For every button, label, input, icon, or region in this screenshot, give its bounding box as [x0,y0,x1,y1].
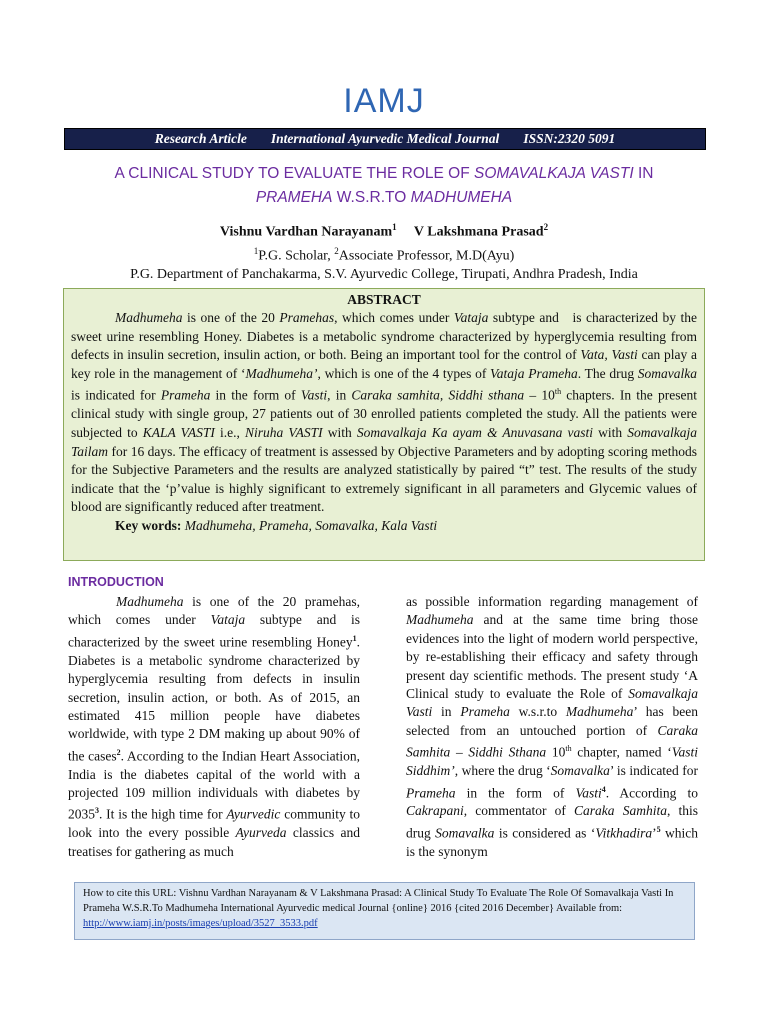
paper-title [64,162,704,210]
citation-link[interactable]: http://www.iamj.in/posts/images/upload/3527_3533.pdf [83,918,318,929]
journal-logo: IAMJ [343,82,425,120]
abstract-heading: ABSTRACT [347,292,421,307]
affiliation [64,242,704,266]
journal-banner [64,128,706,150]
title-part: A CLINICAL STUDY TO EVALUATE THE ROLE OF [114,165,474,182]
aff-sup: 1 [253,245,259,256]
department: P.G. Department of Panchakarma, S.V. Ayurvedic College, Tirupati, Andhra Pradesh, India [130,267,638,283]
keywords-list: Madhumeha, Prameha, Somavalka, Kala Vasti [184,518,438,534]
author-2: V Lakshmana Prasad [413,224,544,240]
issn: ISSN:2320 5091 [523,131,616,146]
title-part: PRAMEHA [255,189,333,206]
author-1: Vishnu Vardhan Narayanam [219,224,393,240]
abstract-box [63,288,705,561]
section-heading-introduction: INTRODUCTION [68,575,164,589]
title-part: SOMAVALKAJA VASTI [474,165,634,182]
author-sup: 1 [392,222,397,232]
journal-name: International Ayurvedic Medical Journal [270,131,500,146]
intro-paragraph-left: Madhumeha is one of the 20 pramehas, which comes under Vataja subtype and is characterized by the sweet urine resembling Honey$^1$. Diabetes is a metabolic syndrome characterized by hyperglycemia resulting from defects in insulin secretion, insulin action, or both. As of 2015, an estimated 415 million people have diabetes worldwide, with type 2 DM making up about 90% of the cases$^2$. According to the Indian Heart Association, India is the diabetes capital of the world with a projected 109 million individuals with diabetes by 2035$^3$. It is the high time for Ayurvedic community to look into the every possible Ayurveda classics and treatises for gathering as much [68,594,361,859]
article-type: Research Article [154,131,247,146]
author-block [64,218,704,284]
keywords [71,517,697,536]
keywords-label: Key words: [115,518,182,534]
right-column [406,593,698,861]
aff-text: P.G. Scholar, [258,248,335,264]
citation-text: How to cite this URL: Vishnu Vardhan Narayanam & V Lakshmana Prasad: A Clinical Study To Evaluate The Role Of Somavalkaja Vasti In Prameha W.S.R.To Madhumeha International Ayurvedic medical Journal {online} 2016 {cited 2016 December} Available from: [83,888,674,914]
aff-sup: 2 [334,245,339,256]
abstract-text: Madhumeha is one of the 20 Pramehas, which comes under Vataja subtype and is characterized by the sweet urine resembling Honey. Diabetes is a metabolic syndrome characterized by hyperglycemia resulting from defects in insulin secretion, insulin action, or both. Being an important tool for the control of Vata, Vasti can play a key role in the management of ‘Madhumeha’, which is one of the 4 types of Vataja Prameha. The drug Somavalka is indicated for Prameha in the form of Vasti, in Caraka samhita, Siddhi sthana – 10th chapters. In the present clinical study with single group, 27 patients out of 30 enrolled patients completed the study. All the patients were subjected to KALA VASTI i.e., Niruha VASTI with Somavalkaja Ka ayam & Anuvasana vasti with Somavalkaja Tailam for 16 days. The efficacy of treatment is assessed by Objective Parameters and by adopting scoring methods for the Subjective Parameters and the results are analyzed statistically by paired “t” test. The results of the study indicate that the ‘p’value is highly significant to extremely significant in all parameters and Glycemic values of blood are significantly reduced after treatment. [71,310,698,515]
citation-box [74,882,695,940]
title-part: W.S.R.TO [332,189,411,206]
title-part: MADHUMEHA [410,189,513,206]
author-sup: 2 [543,222,549,232]
left-column [68,593,360,861]
title-part: IN [633,165,654,182]
intro-paragraph-right: as possible information regarding management of Madhumeha and at the same time bring those evidences into the light of modern world perspective, by re-establishing their efficacy and safety through present day scientific methods. The present study ‘A Clinical study to evaluate the Role of Somavalkaja Vasti in Prameha w.s.r.to Madhumeha’ has been selected from an untouched portion of Caraka Samhita – Siddhi Sthana 10th chapter, named ‘Vasti Siddhim’, where the drug ‘Somavalka’ is indicated for Prameha in the form of Vasti$^4$. According to Cakrapani, commentator of Caraka Samhita, this drug Somavalka is considered as ‘Vitkhadira’$^5$ which is the synonym [406,594,698,859]
aff-text: Associate Professor, M.D(Ayu) [338,248,515,264]
